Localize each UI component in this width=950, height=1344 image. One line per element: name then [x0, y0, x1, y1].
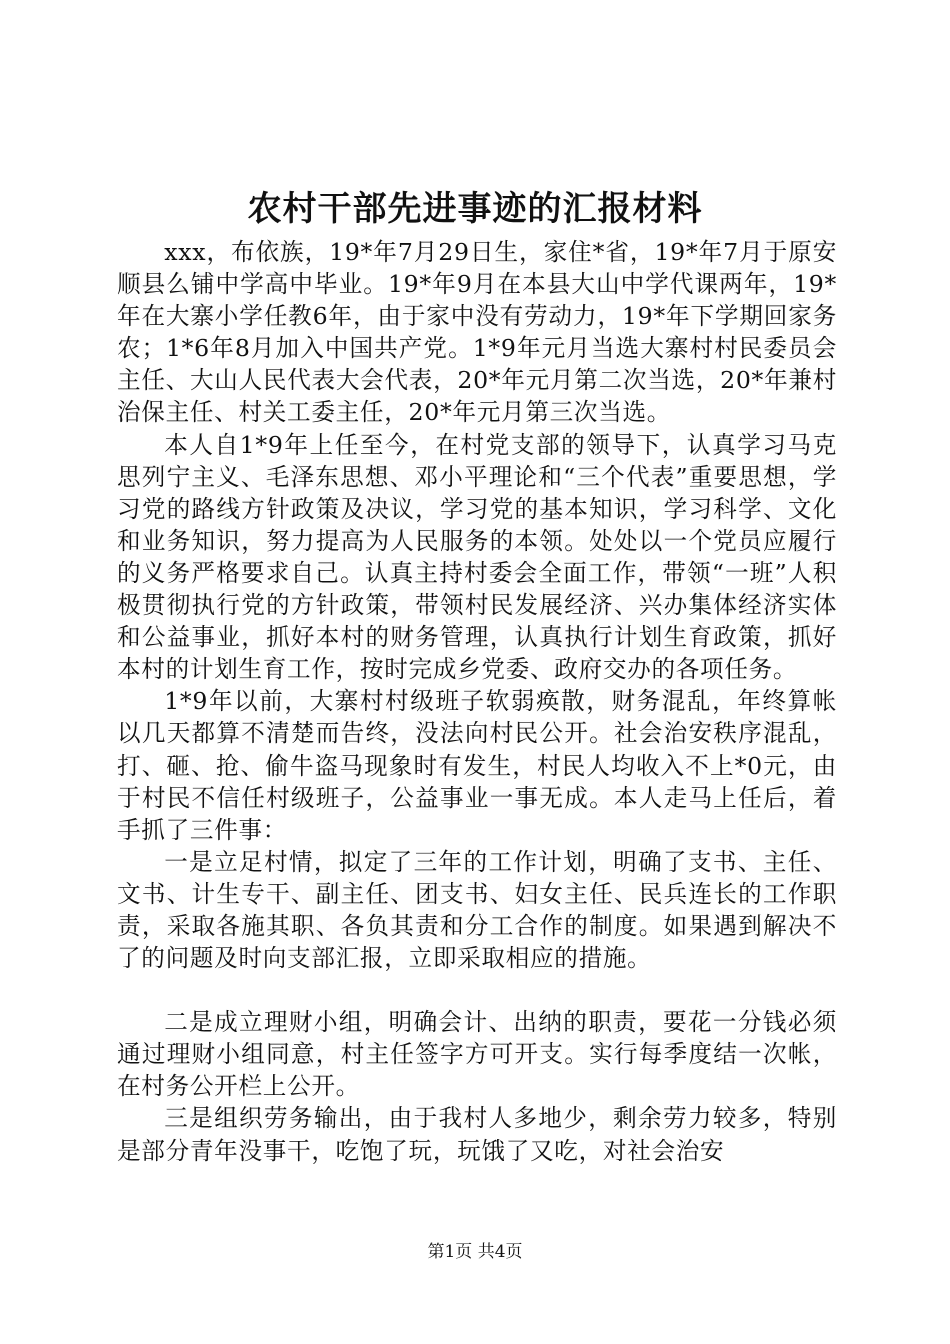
- paragraph-3: 1*9年以前，大寨村村级班子软弱痪散，财务混乱，年终算帐以几天都算不清楚而告终，没法向村民公开。社会治安秩序混乱，打、砸、抢、偷牛盗马现象时有发生，村民人均收入不上*0元，由于村民不信任村级班子，公益事业一事无成。本人走马上任后，着手抓了三件事：: [117, 687, 837, 844]
- document-body: [117, 236, 837, 1167]
- page-footer: 第1页 共4页: [427, 1242, 523, 1262]
- paragraph-4: 一是立足村情，拟定了三年的工作计划，明确了支书、主任、文书、计生专干、副主任、团支书、妇女主任、民兵连长的工作职责，采取各施其职、各负其责和分工合作的制度。如果遇到解决不了的问题及时向支部汇报，立即采取相应的措施。: [117, 847, 837, 973]
- paragraph-5: 二是成立理财小组，明确会计、出纳的职责，要花一分钱必须通过理财小组同意，村主任签字方可开支。实行每季度结一次帐，在村务公开栏上公开。: [117, 1008, 837, 1101]
- document-title: 农村干部先进事迹的汇报材料: [247, 189, 703, 229]
- paragraph-6: 三是组织劳务输出，由于我村人多地少，剩余劳力较多，特别是部分青年没事干，吃饱了玩，玩饿了又吃，对社会治安: [117, 1104, 837, 1165]
- paragraph-1: xxx，布依族，19*年7月29日生，家住*省，19*年7月于原安顺县么铺中学高中毕业。19*年9月在本县大山中学代课两年，19*年在大寨小学任教6年，由于家中没有劳动力，19*年下学期回家务农；1*6年8月加入中国共产党。1*9年元月当选大寨村村民委员会主任、大山人民代表大会代表，20*年元月第二次当选，20*年兼村治保主任、村关工委主任，20*年元月第三次当选。: [117, 238, 837, 427]
- paragraph-2: 本人自1*9年上任至今，在村党支部的领导下，认真学习马克思列宁主义、毛泽东思想、邓小平理论和“三个代表”重要思想，学习党的路线方针政策及决议，学习党的基本知识，学习科学、文化和业务知识，努力提高为人民服务的本领。处处以一个党员应履行的义务严格要求自己。认真主持村委会全面工作，带领“一班”人积极贯彻执行党的方针政策，带领村民发展经济、兴办集体经济实体和公益事业，抓好本村的财务管理，认真执行计划生育政策，抓好本村的计划生育工作，按时完成乡党委、政府交办的各项任务。: [117, 430, 837, 684]
